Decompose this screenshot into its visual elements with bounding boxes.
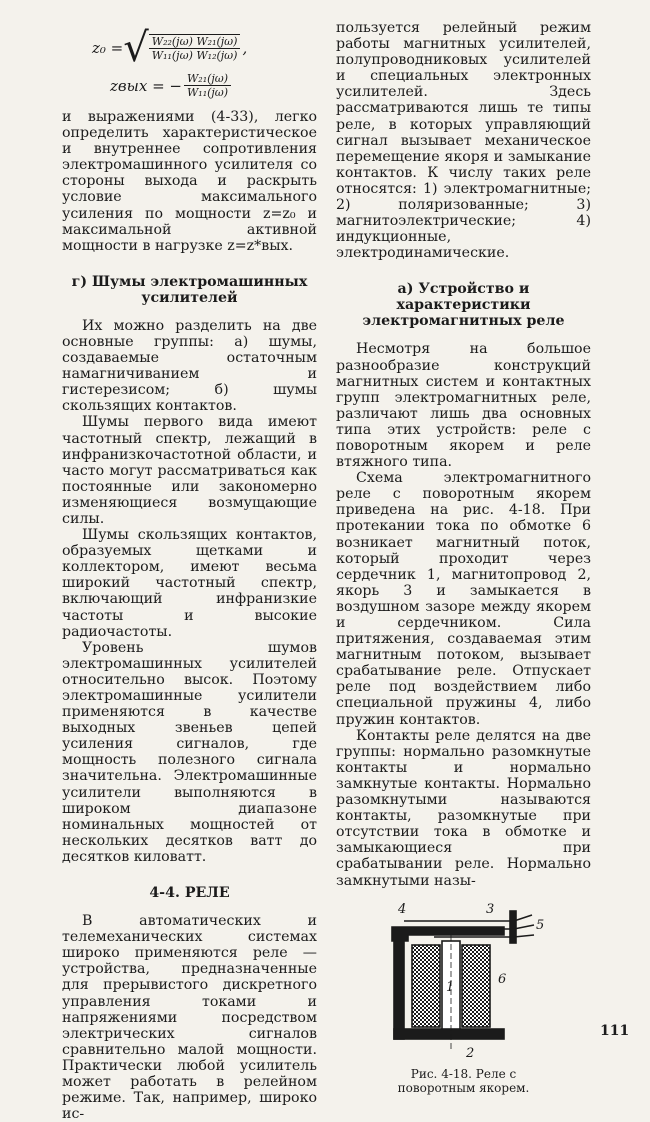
- winding-left: [412, 945, 440, 1027]
- formula-z0-lhs: z₀ =: [92, 39, 124, 57]
- left-column: [62, 0, 317, 1122]
- formula-z0-num: W₂₂(jω) W₂₁(jω): [149, 35, 241, 49]
- formula-zout-den: W₁₁(jω): [186, 86, 229, 99]
- paragraph-relay-types: пользуется релейный режим работы магнитных усилителей, полупроводниковых усилителей и специальных электронных усилителей. Здесь рассматриваются лишь те типы реле, в которых управляющий сигнал вызывает механическое перемещение якоря и замыкание контактов. К числу таких реле относятся: 1) электромагнитные; 2) поляризованные; 3) магнитоэлектрические; 4) индукционные, электродинамические.: [336, 20, 591, 262]
- paragraph-conditions: и выражениями (4-33), легко определить характеристическое и внутреннее сопротивления электромашинного усилителя со стороны выхода и раскрыть условие максимального усиления по мощности z=z₀ и максимальной активной мощности в нагрузке z=z*вых.: [62, 109, 317, 254]
- formula-z0: [62, 25, 317, 71]
- fig-label-3: 3: [485, 901, 494, 917]
- sqrt-sign: √: [123, 25, 149, 71]
- formula-z0-fraction: [149, 34, 241, 62]
- figure-caption: Рис. 4-18. Реле с поворотным якорем.: [397, 1066, 530, 1095]
- heading-em-relay: а) Устройство и характеристики электромагнитных реле: [362, 281, 565, 330]
- fig-label-4: 4: [397, 901, 406, 917]
- winding-right: [462, 945, 490, 1027]
- heading-relay: 4-4. РЕЛЕ: [149, 885, 230, 902]
- heading-noise: г) Шумы электромашинных усилителей: [71, 273, 308, 306]
- paragraph-noise-first: Шумы первого вида имеют частотный спектр, лежащий в инфранизкочастотной области, и часто могут рассматриваться как постоянные или закономерно изменяющиеся возмущающие силы.: [62, 414, 317, 527]
- paragraph-relay-contacts: Контакты реле делятся на две группы: нормально разомкнутые контакты и нормально замкнутые контакты. Нормально разомкнутыми называются контакты, разомкнутые при отсутствии тока в обмотке и замыкающиеся при срабатывании реле. Нормально замкнутыми назы-: [336, 727, 591, 889]
- paragraph-relay-scheme: Схема электромагнитного реле с поворотным якорем приведена на рис. 4-18. При протекании тока по обмотке 6 возникает магнитный поток, который проходит через сердечник 1, магнитопровод 2, якорь 3 и замыкается в воздушном зазоре между якорем и сердечником. Сила притяжения, создаваемая этим магнитным потоком, вызывает срабатывание реле. Отпускает реле под воздействием либо специальной пружины 4, либо пружин контактов.: [336, 470, 591, 728]
- formula-z0-tail: ,: [242, 39, 248, 57]
- fig-label-2: 2: [465, 1045, 474, 1061]
- paragraph-noise-contacts: Шумы скользящих контактов, образуемых щетками и коллектором, имеют весьма широкий частотный спектр, включающий инфранизкие частоты и высокие радиочастоты.: [62, 527, 317, 640]
- paragraph-noise-level: Уровень шумов электромашинных усилителей относительно высок. Поэтому электромашинные усилители применяются в качестве выходных звеньев цепей усиления сигналов, где мощность полезного сигнала значительна. Электромашинные усилители выполняются в широком диапазоне номинальных мощностей от нескольких десятков ватт до десятков киловатт.: [62, 639, 317, 865]
- page-number: 111: [600, 1023, 630, 1039]
- formula-zout-fraction: [184, 72, 231, 99]
- right-column: [336, 20, 591, 1095]
- formula-zout: [62, 72, 317, 99]
- paragraph-noise-groups: Их можно разделить на две основные группы: а) шумы, создаваемые остаточным намагничиванием и гистерезисом; б) шумы скользящих контактов.: [62, 317, 317, 415]
- formula-zout-lhs: zвых = −: [110, 76, 182, 95]
- fig-label-6: 6: [497, 971, 506, 987]
- formula-zout-num: W₂₁(jω): [184, 72, 231, 86]
- fig-label-1: 1: [445, 979, 454, 995]
- formula-z0-den: W₁₁(jω) W₁₂(jω): [151, 49, 238, 62]
- paragraph-relay-designs: Несмотря на большое разнообразие конструкций магнитных систем и контактных групп электромагнитных реле, различают лишь два основных типа этих устройств: реле с поворотным якорем и реле втяжного типа.: [336, 341, 591, 471]
- relay-figure: [374, 901, 554, 1061]
- paragraph-relay-intro: В автоматических и телемеханических системах широко применяются реле — устройства, предназначенные для прерывистого дискретного управления токами и напряжениями посредством электрических сигналов сравнительно малой мощности. Практически любой усилитель может работать в релейном режиме. Так, например, широко ис-: [62, 913, 317, 1122]
- yoke-shape: [394, 931, 404, 1039]
- fig-label-5: 5: [535, 917, 544, 933]
